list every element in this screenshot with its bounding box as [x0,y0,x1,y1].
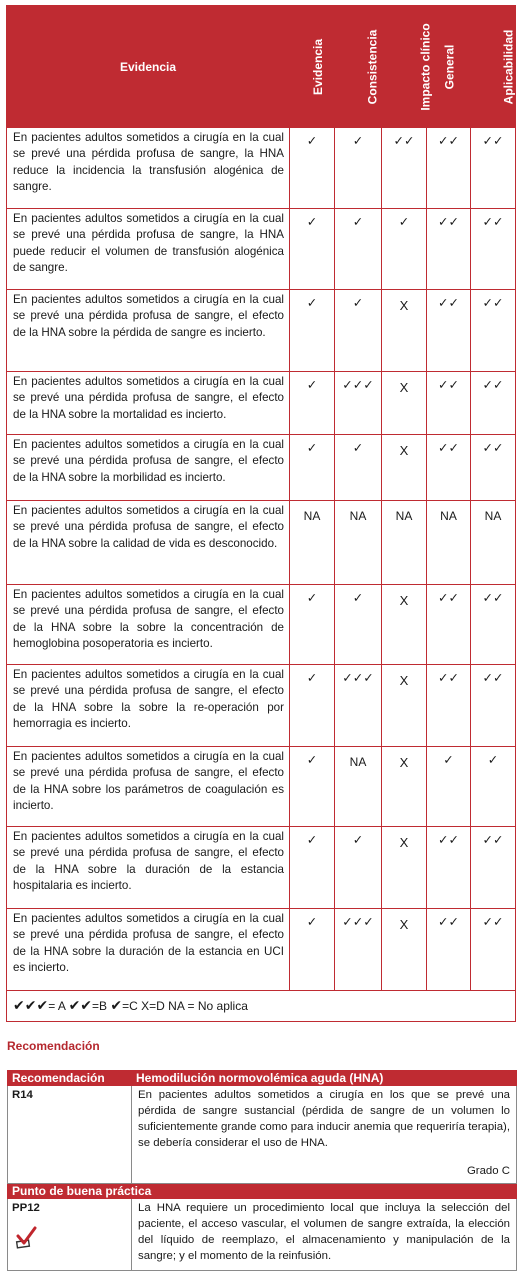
evidence-mark: NA [290,501,335,585]
evidence-row [7,209,516,290]
consistency-mark: ✓✓✓ [335,372,382,435]
good-practice-header: Punto de buena práctica [8,1184,517,1199]
consistency-mark: ✓ [335,128,382,209]
evidence-mark: ✓ [290,585,335,665]
header-evidencia-main: Evidencia [7,6,290,128]
evidence-text: En pacientes adultos sometidos a cirugía en la cual se prevé una pérdida profusa de sangre, el efecto de la HNA sobre la morbilidad es incierto. [7,435,290,501]
general-mark: ✓✓ [427,128,471,209]
evidence-row [7,372,516,435]
header-consistencia: Consistencia [335,6,382,128]
good-practice-row [8,1199,517,1271]
general-mark: ✓✓ [427,290,471,372]
evidence-text: En pacientes adultos sometidos a cirugía en la cual se prevé una pérdida profusa de sangre, el efecto de la HNA sobre la sobre la re-operación por hemorragia es incierto. [7,665,290,747]
general-mark: ✓✓ [427,435,471,501]
header-general: General [427,6,471,128]
impact-mark: ✓ [382,209,427,290]
evidence-row [7,827,516,909]
recommendation-body [132,1086,517,1184]
consistency-mark: ✓ [335,290,382,372]
applicability-mark: ✓✓ [471,290,516,372]
evidence-row [7,747,516,827]
impact-mark: NA [382,501,427,585]
general-mark: ✓✓ [427,827,471,909]
consistency-mark: ✓ [335,585,382,665]
evidence-text: En pacientes adultos sometidos a cirugía en la cual se prevé una pérdida profusa de sangre, la HNA puede reducir el volumen de transfusión alogénica de sangre. [7,209,290,290]
evidence-mark: ✓ [290,290,335,372]
legend [7,991,516,1022]
consistency-mark: ✓ [335,827,382,909]
impact-mark: X [382,435,427,501]
applicability-mark: ✓✓ [471,209,516,290]
evidence-mark: ✓ [290,827,335,909]
applicability-mark: ✓✓ [471,435,516,501]
impact-mark: ✓✓ [382,128,427,209]
legend-b-mark: ✔✔ [68,998,93,1014]
applicability-mark: ✓✓ [471,128,516,209]
legend-c-text: =C X=D NA = No aplica [122,999,248,1013]
evidence-mark: ✓ [290,128,335,209]
impact-mark: X [382,747,427,827]
applicability-mark: ✓✓ [471,827,516,909]
legend-b-text: =B [92,999,108,1013]
recommendation-grade: Grado C [466,1165,510,1177]
recommendation-row [8,1086,517,1184]
recommendation-header-row [8,1071,517,1086]
applicability-mark: NA [471,501,516,585]
legend-a-mark: ✔✔✔ [13,998,49,1014]
legend-row [7,991,516,1022]
evidence-text: En pacientes adultos sometidos a cirugía en la cual se prevé una pérdida profusa de sangre, el efecto de la HNA sobre la duración de la estancia en UCI es incierto. [7,909,290,991]
legend-a-text: = A [48,999,66,1013]
general-mark: ✓✓ [427,585,471,665]
evidence-mark: ✓ [290,909,335,991]
consistency-mark: ✓✓✓ [335,909,382,991]
evidence-text: En pacientes adultos sometidos a cirugía en la cual se prevé una pérdida profusa de sangre, el efecto de la HNA sobre la calidad de vida es desconocido. [7,501,290,585]
legend-c-mark: ✔ [110,998,123,1014]
consistency-mark: NA [335,501,382,585]
good-practice-code: PP12 [12,1202,40,1214]
consistency-mark: ✓✓✓ [335,665,382,747]
evidence-text: En pacientes adultos sometidos a cirugía en la cual se prevé una pérdida profusa de sangre, el efecto de la HNA sobre la mortalidad es incierto. [7,372,290,435]
evidence-header-row [7,6,516,128]
impact-mark: X [382,909,427,991]
good-practice-code-cell [8,1199,132,1271]
consistency-mark: ✓ [335,209,382,290]
evidence-mark: ✓ [290,665,335,747]
evidence-row [7,435,516,501]
recommendation-table [7,1070,517,1271]
impact-mark: X [382,665,427,747]
evidence-mark: ✓ [290,435,335,501]
consistency-mark: NA [335,747,382,827]
header-aplicabilidad: Aplicabilidad [471,6,516,128]
general-mark: ✓ [427,747,471,827]
recommendation-header-topic: Hemodilución normovolémica aguda (HNA) [132,1071,517,1086]
evidence-mark: ✓ [290,747,335,827]
checkmark-icon [14,1226,38,1250]
evidence-text: En pacientes adultos sometidos a cirugía en la cual se prevé una pérdida profusa de sangre, el efecto de la HNA sobre los parámetros de coagulación es incierto. [7,747,290,827]
evidence-table [6,5,516,1022]
applicability-mark: ✓✓ [471,372,516,435]
recommendation-text: En pacientes adultos sometidos a cirugía en los que se prevé una pérdida de sangre sustancial (pérdida de sangre de un volumen lo suficientemente grande como para inducir anemia que requeriría terapia), se debería considerar el uso de HNA. [138,1089,510,1149]
applicability-mark: ✓✓ [471,665,516,747]
general-mark: NA [427,501,471,585]
good-practice-text: La HNA requiere un procedimiento local que incluya la selección del paciente, el acceso vascular, el volumen de sangre extraída, la elección del líquido de reemplazo, el almacenamiento y manipulación de la sangre; y el momento de la reinfusión. [132,1199,517,1271]
evidence-row [7,909,516,991]
evidence-row [7,128,516,209]
impact-mark: X [382,372,427,435]
evidence-row [7,501,516,585]
evidence-row [7,585,516,665]
impact-mark: X [382,585,427,665]
general-mark: ✓✓ [427,665,471,747]
general-mark: ✓✓ [427,209,471,290]
good-practice-header-row [8,1184,517,1199]
impact-mark: X [382,827,427,909]
applicability-mark: ✓✓ [471,909,516,991]
recommendation-code: R14 [8,1086,132,1184]
evidence-mark: ✓ [290,209,335,290]
evidence-text: En pacientes adultos sometidos a cirugía en la cual se prevé una pérdida profusa de sangre, el efecto de la HNA sobre la duración de la estancia hospitalaria es incierto. [7,827,290,909]
evidence-text: En pacientes adultos sometidos a cirugía en la cual se prevé una pérdida profusa de sangre, la HNA reduce la incidencia la transfusión alogénica de sangre. [7,128,290,209]
evidence-text: En pacientes adultos sometidos a cirugía en la cual se prevé una pérdida profusa de sangre, el efecto de la HNA sobre la pérdida de sangre es incierto. [7,290,290,372]
evidence-row [7,665,516,747]
general-mark: ✓✓ [427,372,471,435]
header-impacto-clinico: Impacto clínico [382,6,427,128]
evidence-row [7,290,516,372]
recommendation-section-title: Recomendación [7,1039,100,1053]
evidence-text: En pacientes adultos sometidos a cirugía en la cual se prevé una pérdida profusa de sangre, el efecto de la HNA sobre la sobre la concentración de hemoglobina posoperatoria es incierto. [7,585,290,665]
recommendation-header-label: Recomendación [8,1071,132,1086]
header-evidencia: Evidencia [290,6,335,128]
applicability-mark: ✓ [471,747,516,827]
consistency-mark: ✓ [335,435,382,501]
impact-mark: X [382,290,427,372]
general-mark: ✓✓ [427,909,471,991]
evidence-mark: ✓ [290,372,335,435]
applicability-mark: ✓✓ [471,585,516,665]
